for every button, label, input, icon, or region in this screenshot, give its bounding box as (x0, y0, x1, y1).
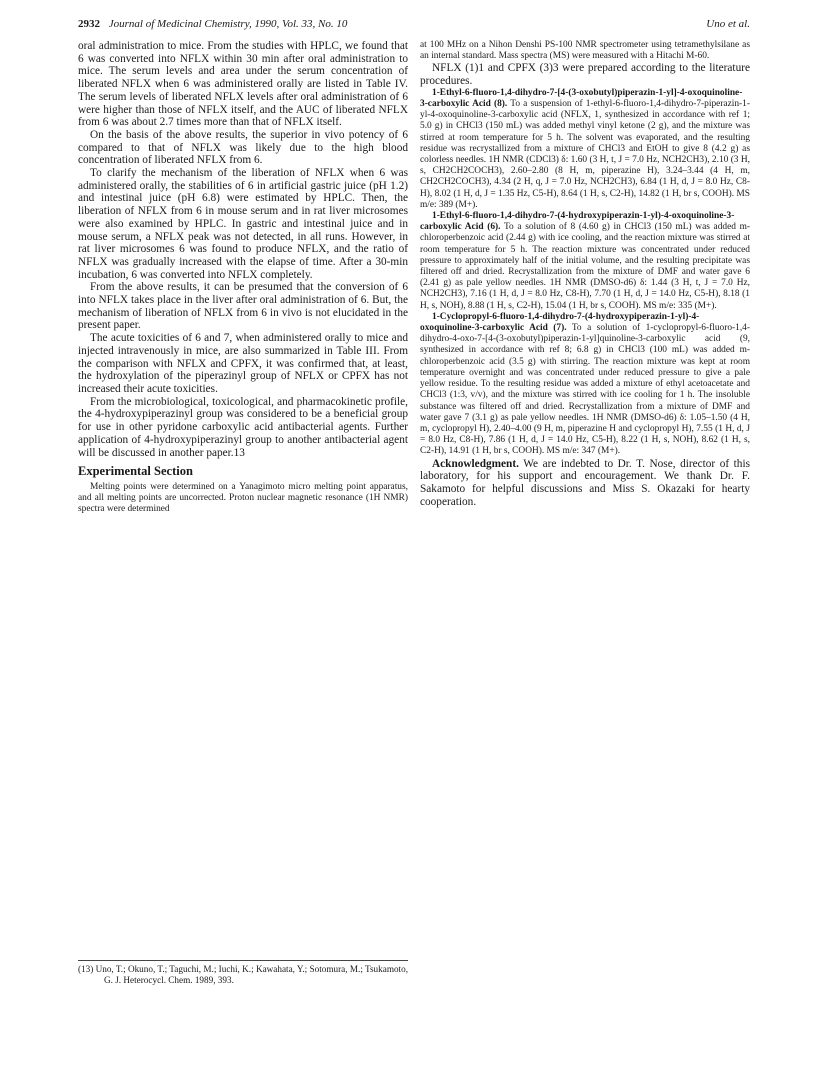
footnote-divider (78, 960, 408, 961)
compound-6-name: 1-Ethyl-6-fluoro-1,4-dihydro-7-(4-hydroxypiperazin-1-yl)-4-oxoquinoline-3-carboxylic Acid (6). (420, 211, 735, 233)
journal-citation: Journal of Medicinal Chemistry, 1990, Vol. 33, No. 10 (108, 18, 348, 30)
footnote-13: (13) Uno, T.; Okuno, T.; Taguchi, M.; Iuchi, K.; Kawahata, Y.; Sotomura, M.; Tsukamoto, G. J. Heterocycl. Chem. 1989, 393. (78, 964, 408, 985)
paragraph: NFLX (1)1 and CPFX (3)3 were prepared according to the literature procedures. (420, 62, 750, 88)
paragraph: From the microbiological, toxicological, and pharmacokinetic profile, the 4-hydroxypiperazinyl group was considered to be a beneficial group for use in other pyridone carboxylic acid antibacterial agents. Further application of 4-hydroxypiperazinyl group to another antibacterial agent will be discussed in another paper.13 (78, 395, 408, 459)
compound-8-procedure: To a suspension of 1-ethyl-6-fluoro-1,4-dihydro-7-piperazin-1-yl-4-oxoquinoline-3-carboxylic acid (NFLX, 1, synthesized in accordance with ref 1; 5.0 g) in CHCl3 (150 mL) was added methyl vinyl ketone (2 g), and the mixture was stirred at room temperature for 5 h. The solvent was evaporated, and the resulting residue was recrystallized from a mixture of CHCl3 and EtOH to give 8 (4.2 g) as colorless needles. 1H NMR (CDCl3) δ: 1.60 (3 H, t, J = 7.0 Hz, NCH2CH3), 2.10 (3 H, s, CH2CH2COCH3), 2.60–2.80 (8 H, m, piperazine H), 3.24–3.44 (4 H, m, CH2CH2COCH3), 4.34 (2 H, q, J = 7.0 Hz, NCH2CH3), 6.84 (1 H, d, J = 8.0 Hz, C8-H), 8.02 (1 H, d, J = 1.35 Hz, C5-H), 8.64 (1 H, s, C2-H), 14.82 (1 H, br s, COOH). MS m/e: 389 (M+). (420, 99, 750, 210)
header-left (78, 18, 347, 30)
compound-7-procedure: To a solution of 1-cyclopropyl-6-fluoro-1,4-dihydro-4-oxo-7-[4-(3-oxobutyl)piperazin-1-yl]quinoline-3-carboxylic acid (9, synthesized in accordance with ref 8; 6.8 g) in CHCl3 (100 mL) was added m-chloroperbenzoic acid (3.5 g) with stirring. The reaction mixture was kept at room temperature overnight and was concentrated under reduced pressure to give a pale yellow residue. To the resulting residue was added a mixture of ethyl acetoacetate and CHCl3 (1:3, v/v), and the mixture was stirred with ice cooling for 1 h. The insoluble substance was filtered off and dried. Recrystallization from a mixture of DMF and water gave 7 (3.1 g) as pale yellow needles. 1H NMR (DMSO-d6) δ: 1.05–1.50 (4 H, m, cyclopropyl H), 2.40–4.00 (9 H, m, piperazine H and cyclopropyl H), 7.55 (1 H, d, J = 8.0 Hz, C8-H), 7.86 (1 H, d, J = 14.0 Hz, C5-H), 8.22 (1 H, s, NOH), 8.62 (1 H, s, C2-H), 14.91 (1 H, br s, COOH). MS m/e: 347 (M+). (420, 323, 750, 457)
compound-6-entry (420, 211, 750, 312)
compound-8-entry (420, 88, 750, 211)
paragraph: On the basis of the above results, the superior in vivo potency of 6 compared to that of NFLX was likely due to the high blood concentration of liberated NFLX from 6. (78, 128, 408, 167)
right-column (420, 40, 750, 508)
acknowledgment-text: We are indebted to Dr. T. Nose, director of this laboratory, for his support and encouragement. We thank Dr. F. Sakamoto for helpful discussions and Miss S. Okazaki for hearty cooperation. (420, 457, 750, 508)
compound-7-entry (420, 312, 750, 458)
running-header (78, 18, 750, 34)
compound-6-procedure: To a solution of 8 (4.60 g) in CHCl3 (150 mL) was added m-chloroperbenzoic acid (2.44 g) with ice cooling, and the reaction mixture was stirred at room temperature for 5 h. The reaction mixture was concentrated under reduced pressure to approximately half of the initial volume, and the resulting precipitate was filtered off and dried. Recrystallization from the mixture of DMF and water gave 6 (2.41 g) as pale yellow needles. 1H NMR (DMSO-d6) δ: 1.44 (3 H, t, J = 7.0 Hz, NCH2CH3), 7.16 (1 H, d, J = 8.0 Hz, C8-H), 7.70 (1 H, d, J = 14.0 Hz, C5-H), 8.18 (1 H, s, NOH), 8.88 (1 H, s, C2-H), 15.04 (1 H, br s, COOH). MS m/e: 335 (M+). (420, 222, 750, 311)
left-column (78, 40, 408, 516)
paragraph: To clarify the mechanism of the liberation of NFLX when 6 was administered orally, the stabilities of 6 in artificial gastric juice (pH 1.2) and intestinal juice (pH 6.8) were estimated by HPLC. Then, the liberation of NFLX from 6 in mouse serum and in rat liver microsomes were also examined by HPLC. In gastric and intestinal juice and in mouse serum, a NFLX peak was not detected, in all runs. However, in rat liver microsomes 6 was found to produce NFLX, and the ratio of NFLX was gradually increased with the elapse of time. After a 30-min incubation, 6 was converted into NFLX completely. (78, 167, 408, 281)
paragraph: From the above results, it can be presumed that the conversion of 6 into NFLX takes place in the liver after oral administration of 6. But, the mechanism of liberation of NFLX from 6 in vivo is not elucidated in the present paper. (78, 281, 408, 332)
compound-8-name: 1-Ethyl-6-fluoro-1,4-dihydro-7-[4-(3-oxobutyl)piperazin-1-yl]-4-oxoquinoline-3-carboxylic Acid (8). (420, 87, 743, 110)
acknowledgment (420, 458, 750, 509)
footnotes (78, 960, 408, 986)
experimental-paragraph: Melting points were determined on a Yanagimoto micro melting point apparatus, and all melting points are uncorrected. Proton nuclear magnetic resonance (1H NMR) spectra were determined (78, 481, 408, 515)
header-authors: Uno et al. (706, 18, 750, 30)
page-number: 2932 (78, 18, 100, 30)
section-heading: Experimental Section (78, 464, 193, 479)
paragraph-continued: oral administration to mice. From the studies with HPLC, we found that 6 was converted into NFLX within 30 min after oral administration to mice. The serum levels and area under the serum concentration of liberated NFLX when 6 was administered orally are listed in Table IV. The serum levels of liberated NFLX levels after oral administration of 6 were higher than those of NFLX itself, and the AUC of liberated NFLX from 6 was about 2.7 times more than that of NFLX itself. (78, 40, 408, 129)
compound-7-name: 1-Cyclopropyl-6-fluoro-1,4-dihydro-7-(4-hydroxypiperazin-1-yl)-4-oxoquinoline-3-carboxylic Acid (7). (420, 311, 700, 334)
experimental-paragraph-continued: at 100 MHz on a Nihon Denshi PS-100 NMR spectrometer using tetramethylsilane as an internal standard. Mass spectra (MS) were measured with a Hitachi M-60. (420, 40, 750, 62)
acknowledgment-heading: Acknowledgment. (432, 457, 519, 470)
paragraph: The acute toxicities of 6 and 7, when administered orally to mice and injected intravenously in mice, are also summarized in Table III. From the comparison with NFLX and CPFX, it was confirmed that, at least, the hydroxylation of the piperazinyl group of NFLX or CPFX has not increased their acute toxicities. (78, 332, 408, 395)
